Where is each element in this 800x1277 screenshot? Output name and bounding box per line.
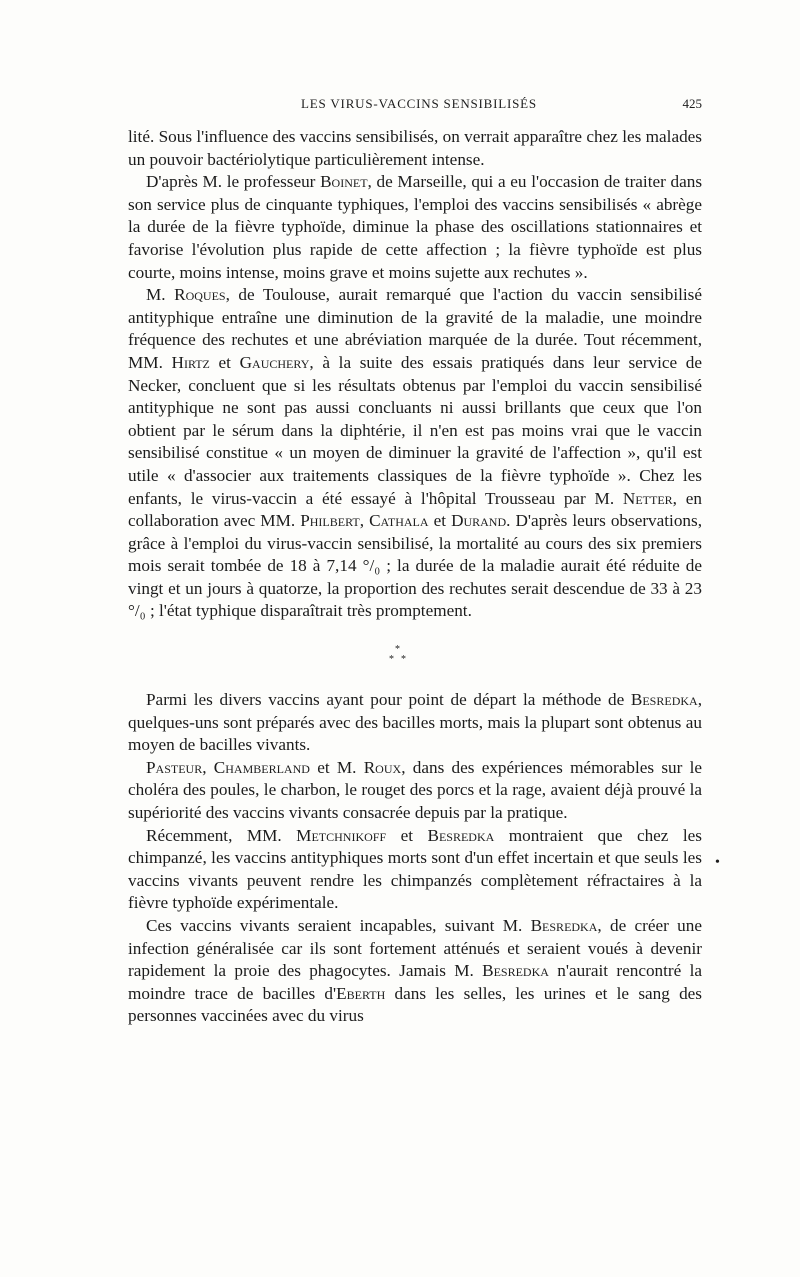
running-header bbox=[136, 96, 702, 118]
margin-mark: • bbox=[715, 855, 720, 870]
text-run: , à la suite des essais pratiqués dans leur service de Necker, concluent que si les résultats obtenus par l'emploi du vaccin sensibilisé antityphique ne sont pas aussi concluants ni aussi brillants que ceux que l'on obtient par le sérum dans la diphtérie, il n'en est pas moins vrai que le vaccin sensibilisé constitue « un moyen de diminuer la gravité de l'affection », qu'il est utile « d'associer aux traitements classiques de la fièvre typhoïde ». Chez les enfants, le virus-vaccin a été essayé à l'hôpital Trousseau par M. bbox=[128, 352, 702, 508]
author-name: Chamberland bbox=[213, 757, 310, 777]
text-run: Parmi les divers vaccins ayant pour point de départ la méthode de bbox=[146, 690, 631, 710]
asterism-star: * bbox=[389, 654, 394, 666]
author-name: Pasteur bbox=[146, 757, 203, 777]
author-name: Gauchery bbox=[239, 352, 310, 372]
author-name: Boinet bbox=[320, 172, 368, 192]
text-run: , quelques-uns sont préparés avec des bacilles morts, mais la plupart sont obtenus au moyen de bacilles vivants. bbox=[128, 690, 702, 755]
author-name: Durand bbox=[451, 511, 507, 531]
author-name: Metchnikoff bbox=[296, 825, 387, 845]
text-run: et bbox=[386, 825, 428, 845]
running-title: LES VIRUS-VACCINS SENSIBILISÉS bbox=[301, 96, 537, 111]
text-run: Récemment, MM. bbox=[146, 825, 297, 845]
author-name: Cathala bbox=[369, 511, 429, 531]
text-run: , de Marseille, qui a eu l'occasion de traiter dans son service plus de cinquante typhiques, l'emploi des vaccins sensibilisés « abrège la durée de la fièvre typhoïde, diminue la phase des oscillations stationnaires et favorise l'évolution plus rapide de cette affection ; la fièvre typhoïde est plus courte, moins intense, moins grave et moins sujette aux rechutes ». bbox=[128, 172, 703, 282]
text-run: , de créer une infection généralisée car ils sont fortement atténués et seraient voués à devenir rapidement la proie des phagocytes. Jamais M. bbox=[128, 916, 702, 981]
page-number: 425 bbox=[682, 96, 702, 111]
paragraph bbox=[128, 915, 702, 1028]
author-name: Eberth bbox=[336, 983, 386, 1003]
paragraph bbox=[128, 825, 702, 915]
text-run: n'aurait rencontré la moindre trace de bacilles d' bbox=[128, 961, 702, 1003]
text-run: , bbox=[202, 757, 214, 777]
text-run: Ces vaccins vivants seraient incapables, suivant M. bbox=[146, 916, 531, 935]
body-text bbox=[128, 126, 702, 1028]
text-run: , de Toulouse, aurait remarqué que l'action du vaccin sensibilisé antityphique entraîne une diminution de la gravité de la maladie, une moindre fréquence des rechutes et une abréviation marquée de la durée. Tout récemment, MM. bbox=[128, 285, 702, 372]
author-name: Besredka bbox=[630, 690, 698, 710]
text-run: et M. bbox=[309, 757, 364, 777]
text-run: D'après M. le professeur bbox=[146, 172, 321, 192]
text-run: , bbox=[359, 511, 370, 531]
paragraph bbox=[128, 757, 702, 825]
asterism-star: * bbox=[401, 654, 406, 666]
paragraph bbox=[128, 689, 702, 757]
text-run: lité. Sous l'influence des vaccins sensibilisés, on verrait apparaître chez les malades un pouvoir bactériolytique particulièrement intense. bbox=[128, 127, 702, 169]
text-run: et bbox=[428, 511, 452, 531]
text-run: M. bbox=[146, 285, 175, 305]
text-run: et bbox=[209, 352, 240, 372]
author-name: Philbert bbox=[300, 511, 360, 531]
text-run: . D'après leurs observations, grâce à l'emploi du virus-vaccin sensibilisé, la mortalité au cours des six premiers mois serait tombée de 18 à 7,14 °/₀ ; la durée de la maladie aurait été réduite de vingt et un jours à quatorze, la proportion des rechutes serait descendue de 33 à 23 °/₀ ; l'état typhique disparaîtrait très promptement. bbox=[128, 511, 702, 621]
author-name: Roques bbox=[174, 285, 226, 305]
author-name: Roux bbox=[363, 757, 402, 777]
text-run: montraient que chez les chimpanzé, les vaccins antityphiques morts sont d'un effet incertain et que seuls les vaccins vivants peuvent rendre les chimpanzés complètement réfractaires à la fièvre typhoïde expérimentale. bbox=[128, 825, 702, 913]
text-run: , dans des expériences mémorables sur le choléra des poules, le charbon, le rouget des porcs et la rage, avaient déjà prouvé la supériorité des vaccins vivants consacrée depuis par la pratique. bbox=[128, 757, 703, 823]
author-name: Besredka bbox=[427, 825, 495, 845]
author-name: Netter bbox=[622, 488, 673, 508]
paragraph bbox=[128, 126, 702, 171]
author-name: Hirtz bbox=[171, 352, 210, 372]
text-run: dans les selles, les urines et le sang des personnes vaccinées avec du virus bbox=[128, 983, 702, 1026]
author-name: Besredka bbox=[482, 961, 549, 981]
text-run: , en collaboration avec MM. bbox=[128, 488, 702, 531]
section-separator bbox=[128, 623, 702, 689]
paragraph bbox=[128, 284, 702, 623]
paragraph bbox=[128, 171, 702, 284]
asterism-star: * bbox=[395, 644, 400, 656]
author-name: Besredka bbox=[530, 916, 598, 935]
